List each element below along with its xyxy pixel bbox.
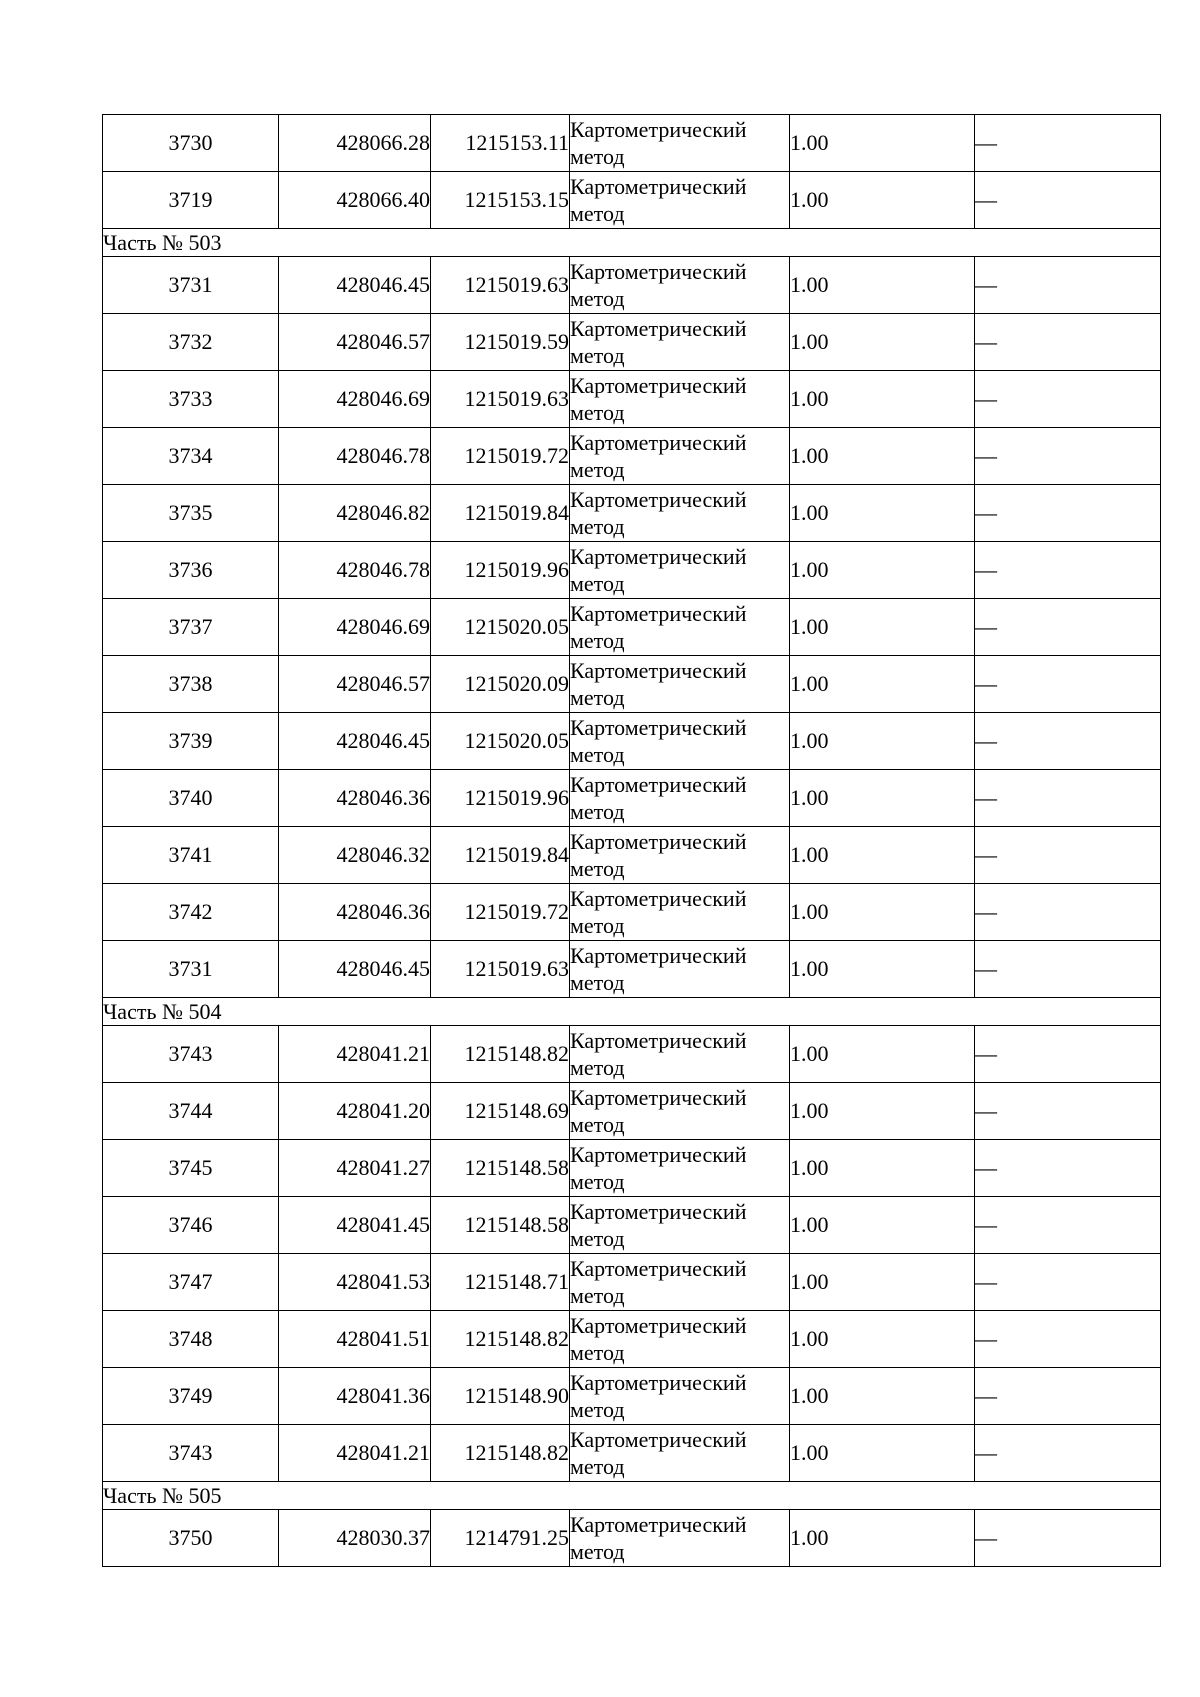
accuracy-cell: 1.00 [790, 599, 975, 656]
x-coordinate-cell: 428066.40 [279, 172, 431, 229]
x-coordinate-cell: 428046.78 [279, 428, 431, 485]
description-cell: — [975, 257, 1161, 314]
x-coordinate-cell: 428046.32 [279, 827, 431, 884]
method-line-1: Картометрический [570, 1028, 747, 1053]
table-row [103, 1254, 1161, 1311]
method-cell [570, 1510, 790, 1567]
table-row [103, 485, 1161, 542]
method-line-2: метод [570, 1539, 625, 1564]
method-line-1: Картометрический [570, 829, 747, 854]
table-row [103, 770, 1161, 827]
accuracy-cell: 1.00 [790, 1026, 975, 1083]
table-row [103, 1026, 1161, 1083]
point-number-cell: 3748 [103, 1311, 279, 1368]
x-coordinate-cell: 428046.57 [279, 656, 431, 713]
method-cell [570, 599, 790, 656]
method-line-1: Картометрический [570, 1256, 747, 1281]
table-row [103, 1425, 1161, 1482]
method-line-2: метод [570, 201, 625, 226]
method-line-2: метод [570, 571, 625, 596]
method-line-1: Картометрический [570, 772, 747, 797]
accuracy-cell: 1.00 [790, 1311, 975, 1368]
table-row [103, 941, 1161, 998]
method-cell [570, 941, 790, 998]
accuracy-cell: 1.00 [790, 1254, 975, 1311]
method-line-1: Картометрический [570, 943, 747, 968]
method-cell [570, 172, 790, 229]
accuracy-cell: 1.00 [790, 827, 975, 884]
point-number-cell: 3731 [103, 257, 279, 314]
method-cell [570, 1425, 790, 1482]
point-number-cell: 3743 [103, 1026, 279, 1083]
method-cell [570, 1083, 790, 1140]
method-line-2: метод [570, 1112, 625, 1137]
method-line-1: Картометрический [570, 715, 747, 740]
x-coordinate-cell: 428046.45 [279, 257, 431, 314]
x-coordinate-cell: 428046.57 [279, 314, 431, 371]
description-cell: — [975, 827, 1161, 884]
y-coordinate-cell: 1215019.72 [431, 884, 570, 941]
y-coordinate-cell: 1215153.11 [431, 115, 570, 172]
table-row [103, 1197, 1161, 1254]
method-line-1: Картометрический [570, 430, 747, 455]
method-cell [570, 770, 790, 827]
method-line-1: Картометрический [570, 1085, 747, 1110]
method-line-1: Картометрический [570, 117, 747, 142]
method-line-2: метод [570, 1340, 625, 1365]
y-coordinate-cell: 1215148.58 [431, 1197, 570, 1254]
point-number-cell: 3743 [103, 1425, 279, 1482]
accuracy-cell: 1.00 [790, 428, 975, 485]
y-coordinate-cell: 1215019.84 [431, 485, 570, 542]
method-cell [570, 371, 790, 428]
method-line-2: метод [570, 1454, 625, 1479]
point-number-cell: 3745 [103, 1140, 279, 1197]
method-line-1: Картометрический [570, 259, 747, 284]
accuracy-cell: 1.00 [790, 1140, 975, 1197]
x-coordinate-cell: 428041.51 [279, 1311, 431, 1368]
accuracy-cell: 1.00 [790, 485, 975, 542]
point-number-cell: 3747 [103, 1254, 279, 1311]
method-cell [570, 485, 790, 542]
x-coordinate-cell: 428046.36 [279, 770, 431, 827]
x-coordinate-cell: 428041.36 [279, 1368, 431, 1425]
description-cell: — [975, 599, 1161, 656]
description-cell: — [975, 941, 1161, 998]
y-coordinate-cell: 1215019.63 [431, 257, 570, 314]
description-cell: — [975, 115, 1161, 172]
point-number-cell: 3750 [103, 1510, 279, 1567]
method-cell [570, 1368, 790, 1425]
x-coordinate-cell: 428041.21 [279, 1026, 431, 1083]
description-cell: — [975, 1368, 1161, 1425]
method-line-2: метод [570, 1226, 625, 1251]
point-number-cell: 3738 [103, 656, 279, 713]
method-line-2: метод [570, 514, 625, 539]
point-number-cell: 3749 [103, 1368, 279, 1425]
method-line-1: Картометрический [570, 601, 747, 626]
accuracy-cell: 1.00 [790, 713, 975, 770]
x-coordinate-cell: 428046.45 [279, 713, 431, 770]
y-coordinate-cell: 1215019.84 [431, 827, 570, 884]
table-row [103, 1083, 1161, 1140]
method-line-2: метод [570, 742, 625, 767]
table-row [103, 1311, 1161, 1368]
accuracy-cell: 1.00 [790, 257, 975, 314]
y-coordinate-cell: 1215019.63 [431, 941, 570, 998]
method-line-2: метод [570, 457, 625, 482]
description-cell: — [975, 542, 1161, 599]
y-coordinate-cell: 1215148.82 [431, 1425, 570, 1482]
accuracy-cell: 1.00 [790, 1510, 975, 1567]
method-line-2: метод [570, 343, 625, 368]
description-cell: — [975, 1425, 1161, 1482]
table-row [103, 428, 1161, 485]
y-coordinate-cell: 1214791.25 [431, 1510, 570, 1567]
section-header-row [103, 998, 1161, 1026]
section-header-row [103, 229, 1161, 257]
method-line-2: метод [570, 400, 625, 425]
accuracy-cell: 1.00 [790, 1197, 975, 1254]
point-number-cell: 3739 [103, 713, 279, 770]
y-coordinate-cell: 1215148.90 [431, 1368, 570, 1425]
description-cell: — [975, 1510, 1161, 1567]
table-row [103, 371, 1161, 428]
table-row [103, 257, 1161, 314]
method-cell [570, 542, 790, 599]
method-cell [570, 1311, 790, 1368]
table-row [103, 1368, 1161, 1425]
point-number-cell: 3744 [103, 1083, 279, 1140]
description-cell: — [975, 884, 1161, 941]
description-cell: — [975, 1197, 1161, 1254]
description-cell: — [975, 1083, 1161, 1140]
description-cell: — [975, 1311, 1161, 1368]
method-line-2: метод [570, 1169, 625, 1194]
accuracy-cell: 1.00 [790, 1083, 975, 1140]
accuracy-cell: 1.00 [790, 884, 975, 941]
method-line-1: Картометрический [570, 373, 747, 398]
table-body [103, 115, 1161, 1567]
accuracy-cell: 1.00 [790, 770, 975, 827]
description-cell: — [975, 1254, 1161, 1311]
table-row [103, 827, 1161, 884]
method-line-1: Картометрический [570, 544, 747, 569]
x-coordinate-cell: 428041.53 [279, 1254, 431, 1311]
method-cell [570, 1026, 790, 1083]
table-row [103, 1140, 1161, 1197]
method-line-1: Картометрический [570, 1142, 747, 1167]
table-row [103, 656, 1161, 713]
method-cell [570, 1254, 790, 1311]
y-coordinate-cell: 1215019.59 [431, 314, 570, 371]
point-number-cell: 3742 [103, 884, 279, 941]
description-cell: — [975, 371, 1161, 428]
section-label: Часть № 504 [103, 998, 1161, 1026]
method-cell [570, 428, 790, 485]
x-coordinate-cell: 428041.45 [279, 1197, 431, 1254]
method-cell [570, 257, 790, 314]
description-cell: — [975, 656, 1161, 713]
accuracy-cell: 1.00 [790, 314, 975, 371]
y-coordinate-cell: 1215153.15 [431, 172, 570, 229]
point-number-cell: 3737 [103, 599, 279, 656]
method-line-1: Картометрический [570, 316, 747, 341]
x-coordinate-cell: 428046.36 [279, 884, 431, 941]
y-coordinate-cell: 1215019.63 [431, 371, 570, 428]
accuracy-cell: 1.00 [790, 172, 975, 229]
point-number-cell: 3746 [103, 1197, 279, 1254]
method-line-2: метод [570, 685, 625, 710]
method-line-1: Картометрический [570, 658, 747, 683]
table-row [103, 884, 1161, 941]
table-row [103, 713, 1161, 770]
accuracy-cell: 1.00 [790, 941, 975, 998]
method-line-1: Картометрический [570, 1512, 747, 1537]
method-line-2: метод [570, 628, 625, 653]
y-coordinate-cell: 1215148.58 [431, 1140, 570, 1197]
point-number-cell: 3741 [103, 827, 279, 884]
description-cell: — [975, 172, 1161, 229]
table-row [103, 115, 1161, 172]
point-number-cell: 3735 [103, 485, 279, 542]
table-row [103, 314, 1161, 371]
x-coordinate-cell: 428041.27 [279, 1140, 431, 1197]
method-cell [570, 884, 790, 941]
y-coordinate-cell: 1215019.96 [431, 770, 570, 827]
y-coordinate-cell: 1215019.72 [431, 428, 570, 485]
method-line-2: метод [570, 1055, 625, 1080]
x-coordinate-cell: 428046.78 [279, 542, 431, 599]
description-cell: — [975, 485, 1161, 542]
method-line-2: метод [570, 144, 625, 169]
method-line-1: Картометрический [570, 174, 747, 199]
description-cell: — [975, 428, 1161, 485]
method-cell [570, 827, 790, 884]
y-coordinate-cell: 1215148.71 [431, 1254, 570, 1311]
point-number-cell: 3733 [103, 371, 279, 428]
description-cell: — [975, 713, 1161, 770]
coordinates-table [102, 114, 1161, 1567]
accuracy-cell: 1.00 [790, 1425, 975, 1482]
description-cell: — [975, 1140, 1161, 1197]
y-coordinate-cell: 1215019.96 [431, 542, 570, 599]
accuracy-cell: 1.00 [790, 371, 975, 428]
accuracy-cell: 1.00 [790, 542, 975, 599]
method-cell [570, 314, 790, 371]
y-coordinate-cell: 1215148.82 [431, 1311, 570, 1368]
method-line-1: Картометрический [570, 1370, 747, 1395]
method-cell [570, 115, 790, 172]
y-coordinate-cell: 1215020.05 [431, 713, 570, 770]
method-line-1: Картометрический [570, 886, 747, 911]
method-line-2: метод [570, 286, 625, 311]
table-row [103, 599, 1161, 656]
accuracy-cell: 1.00 [790, 1368, 975, 1425]
x-coordinate-cell: 428046.82 [279, 485, 431, 542]
point-number-cell: 3734 [103, 428, 279, 485]
x-coordinate-cell: 428041.21 [279, 1425, 431, 1482]
x-coordinate-cell: 428041.20 [279, 1083, 431, 1140]
point-number-cell: 3740 [103, 770, 279, 827]
method-line-2: метод [570, 1397, 625, 1422]
y-coordinate-cell: 1215020.05 [431, 599, 570, 656]
y-coordinate-cell: 1215020.09 [431, 656, 570, 713]
section-header-row [103, 1482, 1161, 1510]
method-line-1: Картометрический [570, 1313, 747, 1338]
point-number-cell: 3730 [103, 115, 279, 172]
y-coordinate-cell: 1215148.69 [431, 1083, 570, 1140]
method-cell [570, 1197, 790, 1254]
method-line-2: метод [570, 970, 625, 995]
x-coordinate-cell: 428066.28 [279, 115, 431, 172]
point-number-cell: 3731 [103, 941, 279, 998]
method-line-2: метод [570, 913, 625, 938]
point-number-cell: 3719 [103, 172, 279, 229]
description-cell: — [975, 770, 1161, 827]
table-row [103, 172, 1161, 229]
table-row [103, 1510, 1161, 1567]
x-coordinate-cell: 428046.69 [279, 599, 431, 656]
x-coordinate-cell: 428030.37 [279, 1510, 431, 1567]
x-coordinate-cell: 428046.45 [279, 941, 431, 998]
method-cell [570, 713, 790, 770]
description-cell: — [975, 1026, 1161, 1083]
table-row [103, 542, 1161, 599]
y-coordinate-cell: 1215148.82 [431, 1026, 570, 1083]
method-line-2: метод [570, 856, 625, 881]
method-line-1: Картометрический [570, 1199, 747, 1224]
method-cell [570, 656, 790, 713]
accuracy-cell: 1.00 [790, 656, 975, 713]
point-number-cell: 3736 [103, 542, 279, 599]
point-number-cell: 3732 [103, 314, 279, 371]
method-line-2: метод [570, 799, 625, 824]
x-coordinate-cell: 428046.69 [279, 371, 431, 428]
section-label: Часть № 505 [103, 1482, 1161, 1510]
method-cell [570, 1140, 790, 1197]
method-line-1: Картометрический [570, 1427, 747, 1452]
description-cell: — [975, 314, 1161, 371]
accuracy-cell: 1.00 [790, 115, 975, 172]
method-line-1: Картометрический [570, 487, 747, 512]
section-label: Часть № 503 [103, 229, 1161, 257]
method-line-2: метод [570, 1283, 625, 1308]
